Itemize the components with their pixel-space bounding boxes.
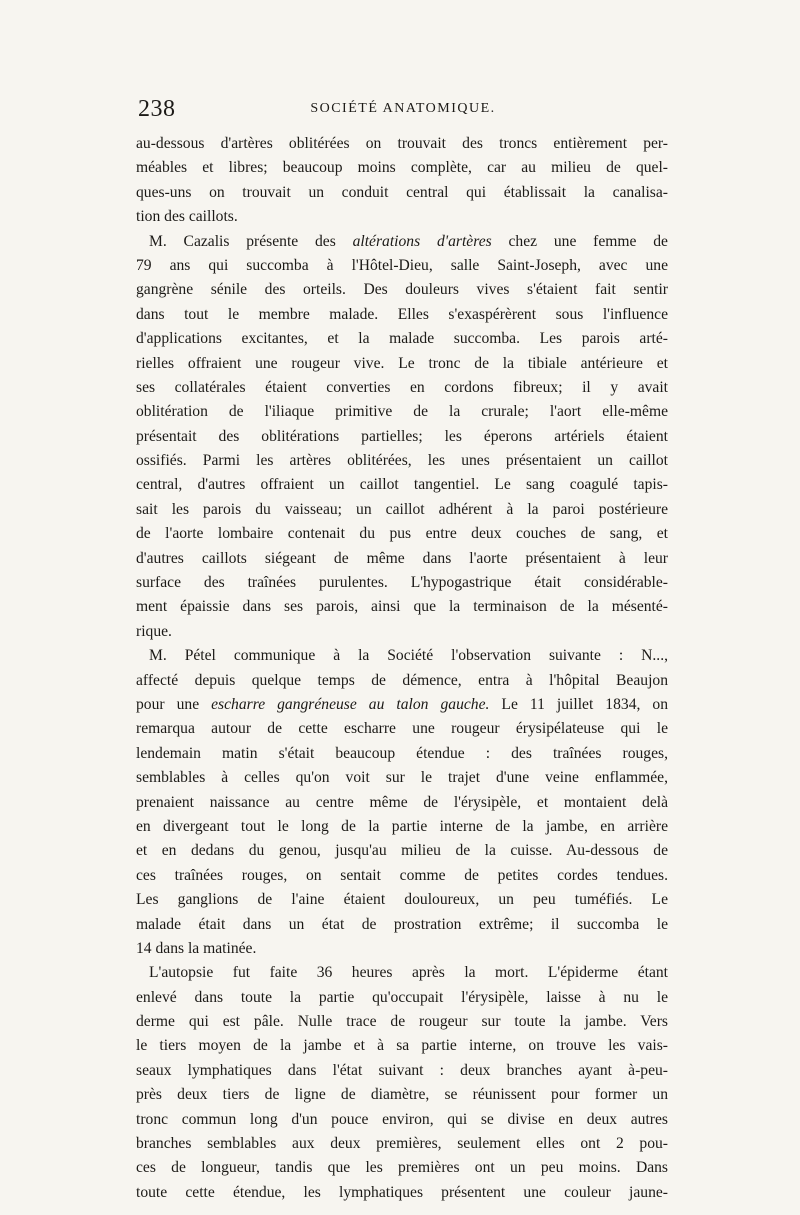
text-line: remarqua autour de cette escharre une rougeur érysipélateuse qui le [136, 720, 668, 738]
text-line: au-dessous d'artères oblitérées on trouvait des troncs entièrement per- [136, 135, 668, 152]
text-line: rique. [136, 622, 172, 640]
text-line: M. Pétel communique à la Société l'observation suivante : N..., [149, 647, 668, 665]
text-segment: M. Cazalis présente des [149, 232, 353, 250]
text-line: semblables à celles qu'on voit sur le trajet d'une veine enflammée, [136, 769, 668, 787]
page-header [138, 96, 668, 126]
text-line: malade était dans un état de prostration extrême; il succomba le [136, 915, 668, 933]
text-line: ces de longueur, tandis que les premières ont un peu moins. Dans [136, 1159, 668, 1177]
page-number: 238 [138, 96, 176, 122]
text-segment: chez une femme de [491, 232, 668, 250]
body-text [136, 132, 668, 1205]
text-line: 79 ans qui succomba à l'Hôtel-Dieu, salle Saint-Joseph, avec une [136, 256, 668, 274]
text-line: d'autres caillots siégeant de même dans l'aorte présentaient à leur [136, 549, 668, 567]
text-line: dans tout le membre malade. Elles s'exaspérèrent sous l'influence [136, 305, 668, 323]
text-line: central, d'autres offraient un caillot tangentiel. Le sang coagulé tapis- [136, 476, 668, 494]
text-segment: pour une [136, 695, 212, 713]
text-line: surface des traînées purulentes. L'hypogastrique était considérable- [136, 574, 668, 592]
text-line: ment épaissie dans ses parois, ainsi que la terminaison de la mésenté- [136, 598, 668, 616]
text-line [136, 230, 668, 254]
text-line: sait les parois du vaisseau; un caillot adhérent à la paroi postérieure [136, 500, 668, 518]
text-line: tion des caillots. [136, 208, 238, 226]
text-line: branches semblables aux deux premières, seulement elles ont 2 pou- [136, 1135, 668, 1153]
text-line: rielles offraient une rougeur vive. Le tronc de la tibiale antérieure et [136, 354, 668, 372]
text-segment: Le 11 juillet 1834, on [489, 695, 668, 713]
text-line: d'applications excitantes, et la malade succomba. Les parois arté- [136, 330, 668, 348]
text-line: toute cette étendue, les lymphatiques présentent une couleur jaune- [136, 1183, 668, 1201]
text-line: L'autopsie fut faite 36 heures après la mort. L'épiderme étant [149, 964, 668, 982]
text-line: derme qui est pâle. Nulle trace de rougeur sur toute la jambe. Vers [136, 1013, 668, 1031]
text-line: le tiers moyen de la jambe et à sa partie interne, on trouve les vais- [136, 1037, 668, 1055]
text-line: ces traînées rouges, on sentait comme de petites cordes tendues. [136, 866, 668, 884]
text-line: près deux tiers de ligne de diamètre, se réunissent pour former un [136, 1086, 668, 1104]
running-head: SOCIÉTÉ ANATOMIQUE. [310, 101, 496, 116]
text-line: méables et libres; beaucoup moins complète, car au milieu de quel- [136, 159, 668, 177]
text-line: prenaient naissance au centre même de l'érysipèle, et montaient delà [136, 793, 668, 811]
text-line: 14 dans la matinée. [136, 939, 257, 957]
text-line: et en dedans du genou, jusqu'au milieu de la cuisse. Au-dessous de [136, 842, 668, 860]
text-line: gangrène sénile des orteils. Des douleurs vives s'étaient fait sentir [136, 281, 668, 299]
text-line: enlevé dans toute la partie qu'occupait l'érysipèle, laisse à nu le [136, 988, 668, 1006]
text-line: lendemain matin s'était beaucoup étendue : des traînées rouges, [136, 744, 668, 762]
text-line: Les ganglions de l'aine étaient douloureux, un peu tuméfiés. Le [136, 891, 668, 909]
italic-phrase: escharre gangréneuse au talon gauche. [211, 695, 490, 713]
text-line: tronc commun long d'un pouce environ, qui se divise en deux autres [136, 1110, 668, 1128]
text-line [136, 693, 668, 717]
text-line: de l'aorte lombaire contenait du pus entre deux couches de sang, et [136, 525, 668, 543]
text-line: seaux lymphatiques dans l'état suivant : deux branches ayant à-peu- [136, 1061, 668, 1079]
text-line: présentait des oblitérations partielles; les éperons artériels étaient [136, 427, 668, 445]
text-line: ses collatérales étaient converties en cordons fibreux; il y avait [136, 378, 668, 396]
italic-phrase: altérations d'artères [352, 232, 492, 250]
text-line: en divergeant tout le long de la partie interne de la jambe, en arrière [136, 817, 668, 835]
text-line: ques-uns on trouvait un conduit central qui établissait la canalisa- [136, 183, 668, 201]
text-line: affecté depuis quelque temps de démence, entra à l'hôpital Beaujon [136, 671, 668, 689]
text-line: ossifiés. Parmi les artères oblitérées, les unes présentaient un caillot [136, 452, 668, 470]
text-line: oblitération de l'iliaque primitive de la crurale; l'aort elle-même [136, 403, 668, 421]
